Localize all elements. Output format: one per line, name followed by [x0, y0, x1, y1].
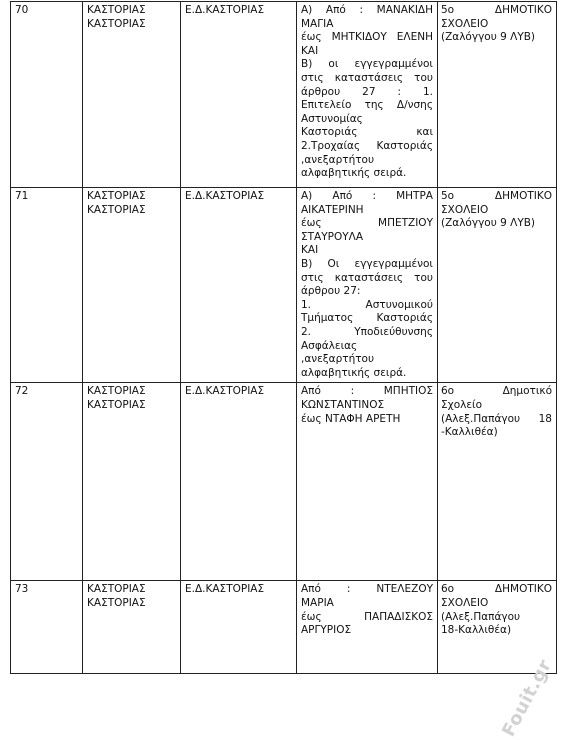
- desc-line: Από : ΝΤΕΛΕΖΟΥ: [301, 583, 433, 596]
- polling-place-cell: [438, 383, 557, 581]
- desc-line: έως ΜΠΕΤΖΙΟΥ: [301, 217, 433, 230]
- voter-range-cell: [297, 188, 438, 383]
- table-row: [11, 581, 557, 674]
- desc-line: Καστοριάς και: [301, 126, 433, 139]
- desc-line: Επιτελείο της Δ/νσης: [301, 99, 433, 112]
- electoral-unit-cell: Ε.Δ.ΚΑΣΤΟΡΙΑΣ: [181, 581, 297, 674]
- desc-line: 2.Τροχαίας Καστοριάς: [301, 139, 433, 152]
- desc-line: άρθρου 27:: [301, 285, 361, 298]
- place-line: 5ο ΔΗΜΟΤΙΚΟ: [441, 4, 552, 16]
- place-line: ΣΧΟΛΕΙΟ: [441, 203, 489, 216]
- municipality-cell: ΚΑΣΤΟΡΙΑΣ ΚΑΣΤΟΡΙΑΣ: [83, 188, 181, 383]
- place-line: 18-Καλλιθέα): [441, 624, 512, 637]
- place-line: 6ο Δημοτικό: [441, 385, 552, 398]
- place-line: ΣΧΟΛΕΙΟ: [441, 17, 489, 30]
- polling-place-cell: [438, 188, 557, 383]
- desc-line: Α) Από : ΜΗΤΡΑ: [301, 190, 433, 202]
- desc-line: Ασφάλειας: [301, 339, 358, 352]
- electoral-unit-cell: Ε.Δ.ΚΑΣΤΟΡΙΑΣ: [181, 383, 297, 581]
- desc-line: Από : ΜΠΗΤΙΟΣ: [301, 385, 433, 398]
- place-line: 5ο ΔΗΜΟΤΙΚΟ: [441, 190, 552, 202]
- polling-stations-table: [10, 1, 557, 674]
- desc-line: ΚΑΙ: [301, 44, 319, 57]
- desc-line: ΑΙΚΑΤΕΡΙΝΗ: [301, 203, 364, 216]
- desc-line: 2. Υποδιεύθυνσης: [301, 325, 433, 338]
- polling-place-cell: [438, 2, 557, 188]
- place-line: (Ζαλόγγου 9 ΛΥΒ): [441, 31, 536, 44]
- desc-line: αλφαβητικής σειρά.: [301, 366, 407, 379]
- desc-line: στις καταστάσεις του: [301, 271, 433, 284]
- place-line: (Αλεξ.Παπάγου: [441, 610, 521, 623]
- watermark-logo: Fouit.gr: [497, 656, 556, 740]
- row-number: 73: [11, 581, 83, 674]
- desc-line: ΜΑΡΙΑ: [301, 596, 334, 609]
- desc-line: άρθρου 27 : 1.: [301, 85, 433, 98]
- voter-range-cell: [297, 581, 438, 674]
- voter-range-cell: [297, 2, 438, 188]
- desc-line: έως ΜΗΤΚΙΔΟΥ ΕΛΕΝΗ: [301, 31, 433, 44]
- row-number: 70: [11, 2, 83, 188]
- desc-line: ΚΑΙ: [301, 244, 319, 257]
- municipality-cell: ΚΑΣΤΟΡΙΑΣ ΚΑΣΤΟΡΙΑΣ: [83, 2, 181, 188]
- desc-line: ΣΤΑΥΡΟΥΛΑ: [301, 230, 364, 243]
- row-number: 71: [11, 188, 83, 383]
- desc-line: Β) Οι εγγεγραμμένοι: [301, 257, 433, 270]
- desc-line: Αστυνομίας: [301, 112, 363, 125]
- place-line: ΣΧΟΛΕΙΟ: [441, 596, 489, 609]
- place-line: 6ο ΔΗΜΟΤΙΚΟ: [441, 583, 552, 596]
- municipality-cell: ΚΑΣΤΟΡΙΑΣ ΚΑΣΤΟΡΙΑΣ: [83, 383, 181, 581]
- desc-line: Α) Από : ΜΑΝΑΚΙΔΗ: [301, 4, 433, 16]
- table-row: [11, 383, 557, 581]
- desc-line: ΜΑΓΙΑ: [301, 17, 334, 30]
- voter-range-cell: [297, 383, 438, 581]
- desc-line: ,ανεξαρτήτου: [301, 153, 375, 166]
- desc-line: ΚΩΝΣΤΑΝΤΙΝΟΣ: [301, 398, 385, 411]
- municipality-cell: ΚΑΣΤΟΡΙΑΣ ΚΑΣΤΟΡΙΑΣ: [83, 581, 181, 674]
- desc-line: 1. Αστυνομικού: [301, 298, 433, 311]
- desc-line: ΑΡΓΥΡΙΟΣ: [301, 624, 352, 637]
- desc-line: Β) οι εγγεγραμμένοι: [301, 58, 433, 71]
- place-line: -Καλλιθέα): [441, 426, 498, 439]
- desc-line: Τμήματος Καστοριάς: [301, 312, 433, 325]
- table-row: [11, 188, 557, 383]
- row-number: 72: [11, 383, 83, 581]
- desc-line: έως ΠΑΠΑΔΙΣΚΟΣ: [301, 610, 433, 623]
- place-line: (Αλεξ.Παπάγου 18: [441, 412, 552, 425]
- electoral-unit-cell: Ε.Δ.ΚΑΣΤΟΡΙΑΣ: [181, 188, 297, 383]
- desc-line: αλφαβητικής σειρά.: [301, 167, 407, 180]
- place-line: (Ζαλόγγου 9 ΛΥΒ): [441, 217, 536, 230]
- electoral-unit-cell: Ε.Δ.ΚΑΣΤΟΡΙΑΣ: [181, 2, 297, 188]
- place-line: Σχολείο: [441, 398, 482, 411]
- table-row: [11, 2, 557, 188]
- desc-line: έως ΝΤΑΦΗ ΑΡΕΤΗ: [301, 412, 401, 425]
- desc-line: ,ανεξαρτήτου: [301, 353, 375, 366]
- desc-line: στις καταστάσεις του: [301, 71, 433, 84]
